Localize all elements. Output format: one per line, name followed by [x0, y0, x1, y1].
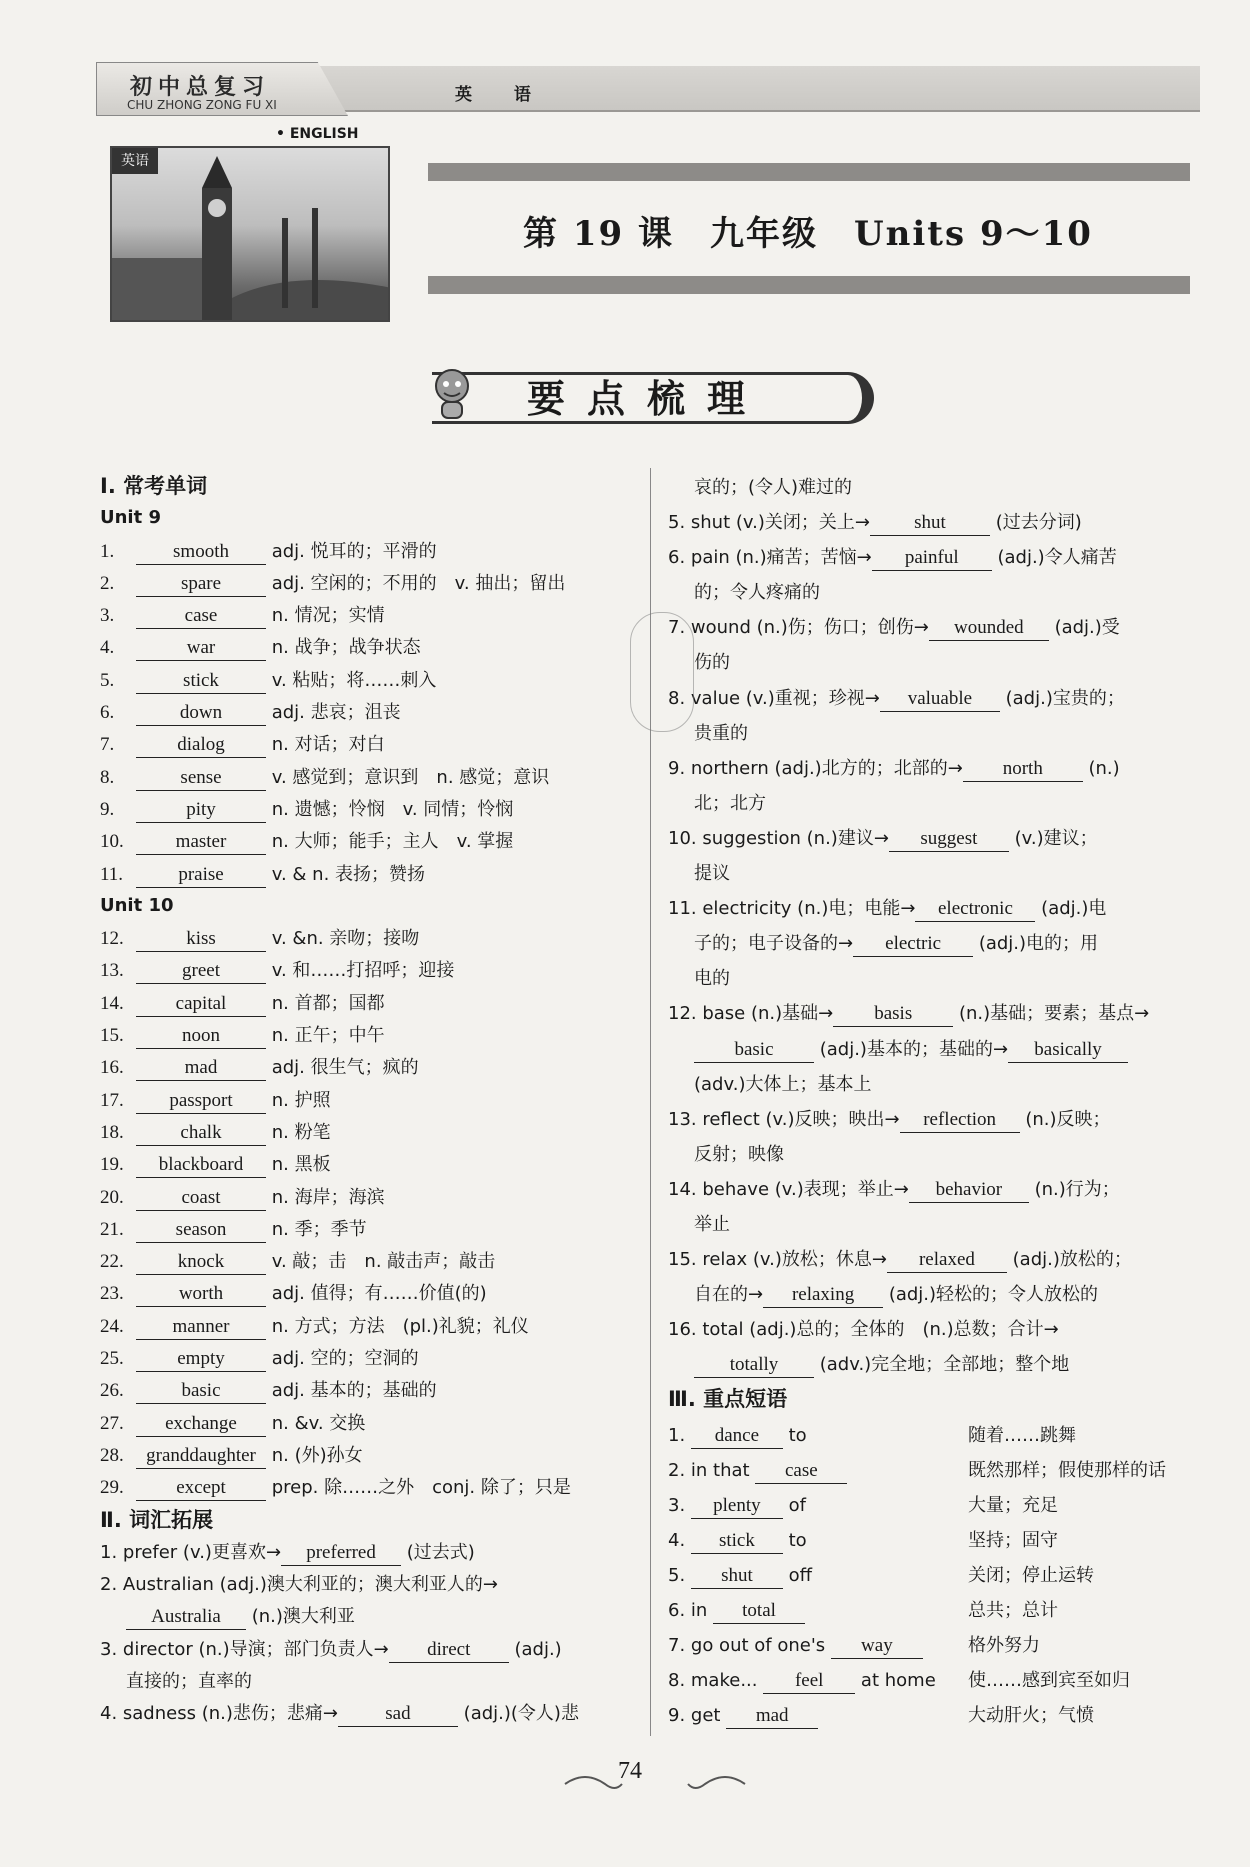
expand-item	[668, 470, 1208, 505]
answer-blank: total	[713, 1599, 805, 1624]
vocab-item	[100, 922, 640, 954]
expand-item	[100, 1536, 640, 1568]
answer-blank: granddaughter	[136, 1444, 266, 1469]
mascot-icon	[428, 366, 476, 424]
expand-item	[668, 540, 1208, 575]
answer-blank: direct	[389, 1638, 509, 1663]
answer-blank: praise	[136, 863, 266, 888]
answer-blank: noon	[136, 1024, 266, 1049]
phrase-item	[668, 1663, 1208, 1698]
expand-text: 2. Australian (adj.)澳大利亚的；澳大利亚人的→	[100, 1574, 498, 1596]
expand-item	[668, 505, 1208, 540]
item-definition: adj. 空闲的；不用的 v. 抽出；留出	[266, 572, 566, 594]
item-definition: n. 季；季节	[266, 1218, 367, 1240]
item-definition: v. & n. 表扬；赞扬	[266, 863, 426, 885]
phrase-meaning: 随着……跳舞	[968, 1424, 1076, 1446]
answer-blank: relaxed	[887, 1248, 1007, 1273]
section-heading-phrases: Ⅲ. 重点短语	[668, 1387, 788, 1412]
item-definition: n. 首都；国都	[266, 992, 385, 1014]
item-definition: adj. 空的；空洞的	[266, 1348, 419, 1370]
vocab-item	[100, 1019, 640, 1051]
answer-blank: painful	[872, 546, 992, 571]
item-number: 23.	[100, 1283, 124, 1305]
expand-text: (n.)行为；	[1028, 1178, 1120, 1200]
title-bar-top	[428, 163, 1190, 181]
item-number: 4.	[100, 637, 115, 659]
answer-blank: passport	[136, 1089, 266, 1114]
expand-item	[668, 996, 1208, 1031]
item-number: 10.	[100, 831, 124, 853]
expand-text: (adj.)电	[1035, 898, 1107, 920]
item-definition: v. 感觉到；意识到 n. 感觉；意识	[266, 766, 550, 788]
expand-text: (adj.)	[508, 1638, 562, 1660]
section-banner: 要点梳理	[432, 372, 874, 424]
expand-item	[100, 1665, 640, 1697]
vocab-item	[100, 1471, 640, 1503]
expand-text: 贵重的	[694, 722, 748, 744]
item-number: 6.	[100, 702, 115, 724]
expand-text: 12. base (n.)基础→	[668, 1003, 834, 1025]
vocab-item	[100, 825, 640, 857]
phrase-prefix: 3.	[668, 1494, 691, 1516]
page-number: 74	[618, 1758, 642, 1784]
unit10-word-list	[100, 922, 640, 1503]
expand-text: 1. prefer (v.)更喜欢→	[100, 1541, 282, 1563]
item-number: 29.	[100, 1477, 124, 1499]
answer-blank: suggest	[889, 827, 1009, 852]
answer-blank: mad	[136, 1056, 266, 1081]
expand-text: (adv.)完全地；全部地；整个地	[814, 1354, 1070, 1376]
vocab-item	[100, 1310, 640, 1342]
expand-item	[100, 1600, 640, 1632]
answer-blank: smooth	[136, 540, 266, 565]
answer-blank: mad	[726, 1704, 818, 1729]
header-pinyin: CHU ZHONG ZONG FU XI	[127, 98, 277, 112]
phrase-meaning: 总共；总计	[968, 1600, 1058, 1621]
expand-text: (n.)澳大利亚	[246, 1606, 355, 1628]
answer-blank: knock	[136, 1250, 266, 1275]
expand-item	[668, 1102, 1208, 1137]
right-column	[668, 470, 1208, 1733]
phrase-prefix: 5.	[668, 1564, 691, 1586]
answer-blank: case	[136, 604, 266, 629]
answer-blank: dialog	[136, 733, 266, 758]
expand-text: (adj.)宝贵的；	[999, 687, 1125, 709]
answer-blank: coast	[136, 1186, 266, 1211]
expand-item	[668, 786, 1208, 821]
vocab-item	[100, 664, 640, 696]
expand-text: 反射；映像	[694, 1143, 784, 1165]
expand-text: (adv.)大体上；基本上	[694, 1073, 872, 1095]
item-definition: n. 方式；方法 (pl.)礼貌；礼仪	[266, 1315, 529, 1337]
section-heading-expand: Ⅱ. 词汇拓展	[100, 1507, 214, 1532]
phrase-item	[668, 1628, 1208, 1663]
expand-item	[100, 1633, 640, 1665]
vocab-item	[100, 858, 640, 890]
item-number: 16.	[100, 1057, 124, 1079]
item-number: 7.	[100, 734, 115, 756]
vocab-item	[100, 1277, 640, 1309]
item-definition: n. 护照	[266, 1089, 331, 1111]
phrase-suffix: to	[782, 1529, 807, 1551]
item-number: 18.	[100, 1121, 124, 1143]
unit9-label: Unit 9	[100, 507, 161, 529]
expand-text: 9. northern (adj.)北方的；北部的→	[668, 757, 963, 779]
expand-text: 7. wound (n.)伤；伤口；创伤→	[668, 617, 929, 639]
item-number: 22.	[100, 1251, 124, 1273]
phrase-prefix: 4.	[668, 1529, 691, 1551]
lesson-title: 第 19 课 九年级 Units 9～10	[523, 214, 1093, 254]
answer-blank: blackboard	[136, 1153, 266, 1178]
expand-text: (adj.)放松的；	[1006, 1249, 1132, 1271]
expand-text: 3. director (n.)导演；部门负责人→	[100, 1638, 389, 1660]
expand-text: (n.)	[1082, 757, 1120, 779]
left-column	[100, 470, 640, 1730]
phrase-prefix: 6. in	[668, 1600, 714, 1621]
phrase-meaning: 大动肝火；气愤	[968, 1705, 1094, 1727]
vocab-item	[100, 696, 640, 728]
expand-text: 子的；电子设备的→	[694, 933, 854, 955]
answer-blank: war	[136, 636, 266, 661]
item-definition: n. 海岸；海滨	[266, 1186, 385, 1208]
item-definition: v. 粘贴；将……刺入	[266, 669, 437, 691]
item-number: 8.	[100, 766, 115, 788]
answer-blank: down	[136, 701, 266, 726]
item-number: 14.	[100, 992, 124, 1014]
phrase-item	[668, 1453, 1208, 1488]
vocab-item	[100, 631, 640, 663]
expand-text: 5. shut (v.)关闭；关上→	[668, 512, 870, 534]
vocab-item	[100, 728, 640, 760]
item-number: 13.	[100, 960, 124, 982]
item-definition: adj. 悲哀；沮丧	[266, 702, 401, 724]
expand-text: (adj.)(令人)悲	[457, 1703, 579, 1725]
vocab-item	[100, 761, 640, 793]
phrase-item	[668, 1418, 1208, 1453]
expand-item	[668, 1312, 1208, 1347]
expand-text: 的；令人疼痛的	[694, 582, 820, 604]
vocab-item	[100, 1407, 640, 1439]
title-bar-bottom	[428, 276, 1190, 294]
phrase-list	[668, 1418, 1208, 1734]
expand-text: 自在的→	[694, 1284, 764, 1306]
item-definition: adj. 值得；有……价值(的)	[266, 1283, 487, 1305]
expand-text: 举止	[694, 1213, 730, 1235]
vocab-item	[100, 567, 640, 599]
expand-text: 16. total (adj.)总的；全体的 (n.)总数；合计→	[668, 1319, 1059, 1341]
answer-blank: greet	[136, 959, 266, 984]
vocab-item	[100, 1181, 640, 1213]
answer-blank: basis	[833, 1002, 953, 1027]
item-definition: n. 情况；实情	[266, 605, 385, 627]
expand-item	[100, 1568, 640, 1600]
expand-item	[668, 1347, 1208, 1382]
item-definition: v. 敲；击 n. 敲击声；敲击	[266, 1251, 496, 1273]
item-definition: v. 和……打招呼；迎接	[266, 960, 455, 982]
expand-item	[668, 1277, 1208, 1312]
answer-blank: basic	[694, 1038, 814, 1063]
phrase-item	[668, 1523, 1208, 1558]
vocab-item	[100, 1051, 640, 1083]
expand-text: (adj.)电的；用	[973, 933, 1099, 955]
vocab-item	[100, 599, 640, 631]
expand-text: 哀的；(令人)难过的	[694, 477, 853, 498]
expand-item	[668, 856, 1208, 891]
phrase-meaning: 使……感到宾至如归	[968, 1670, 1130, 1692]
header-title: 初中总复习	[130, 74, 271, 100]
expand-text: (过去分词)	[989, 512, 1082, 534]
expand-item	[668, 926, 1208, 961]
item-definition: n. (外)孙女	[266, 1444, 363, 1466]
answer-blank: plenty	[691, 1494, 783, 1519]
expand-text: 6. pain (n.)痛苦；苦恼→	[668, 547, 872, 569]
expand-item	[100, 1697, 640, 1729]
vocab-item	[100, 1084, 640, 1116]
expand-text: 伤的	[694, 652, 730, 674]
expand-item	[668, 891, 1208, 926]
phrase-suffix: at home	[855, 1670, 936, 1692]
answer-blank: way	[831, 1634, 923, 1659]
item-definition: adj. 很生气；疯的	[266, 1057, 419, 1079]
expand-item	[668, 1067, 1208, 1102]
item-number: 9.	[100, 798, 115, 820]
item-number: 5.	[100, 669, 115, 691]
phrase-meaning: 格外努力	[968, 1635, 1040, 1657]
phrase-item	[668, 1558, 1208, 1593]
answer-blank: manner	[136, 1315, 266, 1340]
answer-blank: north	[963, 757, 1083, 782]
phrase-suffix: to	[782, 1424, 807, 1446]
expand-item	[668, 1032, 1208, 1067]
expand-text: 11. electricity (n.)电；电能→	[668, 898, 916, 920]
item-number: 27.	[100, 1412, 124, 1434]
expand-text: (adj.)令人痛苦	[991, 547, 1117, 569]
expand-item	[668, 1137, 1208, 1172]
big-ben-photo	[110, 146, 390, 322]
expand-item	[668, 610, 1208, 645]
english-label: • ENGLISH	[276, 126, 359, 142]
item-number: 12.	[100, 928, 124, 950]
item-number: 28.	[100, 1444, 124, 1466]
item-definition: n. 粉笔	[266, 1121, 331, 1143]
phrase-meaning: 关闭；停止运转	[968, 1564, 1094, 1586]
item-definition: adj. 悦耳的；平滑的	[266, 540, 437, 562]
phrase-prefix: 2. in that	[668, 1459, 756, 1481]
vocab-item	[100, 1342, 640, 1374]
answer-blank: chalk	[136, 1121, 266, 1146]
unit10-label: Unit 10	[100, 894, 174, 916]
answer-blank: electric	[853, 932, 973, 957]
item-number: 19.	[100, 1154, 124, 1176]
vocab-item	[100, 954, 640, 986]
answer-blank: behavior	[909, 1178, 1029, 1203]
expand-item	[668, 681, 1208, 716]
expand-text: (adj.)受	[1048, 617, 1120, 639]
answer-blank: exchange	[136, 1412, 266, 1437]
answer-blank: kiss	[136, 927, 266, 952]
item-definition: n. 大师；能手；主人 v. 掌握	[266, 831, 514, 853]
answer-blank: valuable	[880, 687, 1000, 712]
big-ben-illustration	[112, 148, 390, 322]
answer-blank: wounded	[929, 616, 1049, 641]
phrase-prefix: 9. get	[668, 1705, 727, 1727]
answer-blank: sense	[136, 766, 266, 791]
answer-blank: shut	[691, 1564, 783, 1589]
expand-text: 10. suggestion (n.)建议→	[668, 827, 889, 849]
item-number: 15.	[100, 1025, 124, 1047]
expand-item	[668, 1172, 1208, 1207]
expand-item	[668, 1242, 1208, 1277]
phrase-meaning: 既然那样；假使那样的话	[968, 1459, 1166, 1481]
item-number: 21.	[100, 1218, 124, 1240]
answer-blank: shut	[870, 511, 990, 536]
item-number: 26.	[100, 1380, 124, 1402]
unit9-word-list	[100, 535, 640, 890]
answer-blank: electronic	[915, 897, 1035, 922]
answer-blank: dance	[691, 1424, 783, 1449]
answer-blank: pity	[136, 798, 266, 823]
phrase-item	[668, 1593, 1208, 1628]
expand-text: (过去式)	[401, 1541, 475, 1563]
photo-tag: 英语	[112, 148, 158, 174]
answer-blank: feel	[763, 1669, 855, 1694]
header-subject: 英 语	[455, 85, 549, 105]
item-definition: n. 对话；对白	[266, 734, 385, 756]
expand-text: (adj.)基本的；基础的→	[814, 1038, 1009, 1060]
expand-text: (v.)建议；	[1008, 827, 1098, 849]
expand-text: 北；北方	[694, 792, 766, 814]
expand-text: 直接的；直率的	[126, 1670, 252, 1692]
vocab-item	[100, 1116, 640, 1148]
phrase-prefix: 7. go out of one's	[668, 1635, 831, 1657]
phrase-suffix: off	[782, 1564, 813, 1586]
expand-text: 8. value (v.)重视；珍视→	[668, 687, 880, 709]
answer-blank: basically	[1008, 1038, 1128, 1063]
phrase-item	[668, 1488, 1208, 1523]
vocab-item	[100, 1439, 640, 1471]
item-definition: n. 正午；中午	[266, 1025, 385, 1047]
phrase-suffix: of	[782, 1494, 806, 1516]
item-definition: n. &v. 交换	[266, 1412, 366, 1434]
answer-blank: preferred	[281, 1541, 401, 1566]
item-definition: adj. 基本的；基础的	[266, 1380, 437, 1402]
item-definition: v. &n. 亲吻；接吻	[266, 928, 420, 950]
vocab-item	[100, 1148, 640, 1180]
answer-blank: totally	[694, 1353, 814, 1378]
item-definition: prep. 除……之外 conj. 除了；只是	[266, 1477, 571, 1499]
watermark-stamp	[630, 612, 694, 732]
expand-item	[668, 751, 1208, 786]
expand-item	[668, 1207, 1208, 1242]
expand-text: 提议	[694, 863, 730, 885]
answer-blank: basic	[136, 1379, 266, 1404]
answer-blank: stick	[691, 1529, 783, 1554]
item-definition: n. 黑板	[266, 1154, 331, 1176]
expand-text: 电的	[694, 968, 730, 990]
phrase-prefix: 8. make...	[668, 1670, 764, 1692]
expand-text: 15. relax (v.)放松；休息→	[668, 1249, 887, 1271]
answer-blank: empty	[136, 1347, 266, 1372]
item-number: 17.	[100, 1089, 124, 1111]
expand-text: 14. behave (v.)表现；举止→	[668, 1178, 909, 1200]
phrase-prefix: 1.	[668, 1424, 691, 1446]
answer-blank: master	[136, 830, 266, 855]
expand-text: 13. reflect (v.)反映；映出→	[668, 1108, 900, 1130]
expand-list-left	[100, 1536, 640, 1730]
item-number: 20.	[100, 1186, 124, 1208]
phrase-item	[668, 1698, 1208, 1733]
item-number: 25.	[100, 1348, 124, 1370]
expand-item	[668, 961, 1208, 996]
expand-text: (n.)基础；要素；基点→	[953, 1003, 1150, 1025]
phrase-meaning: 大量；充足	[968, 1494, 1058, 1516]
item-number: 1.	[100, 540, 115, 562]
answer-blank: Australia	[126, 1605, 246, 1630]
expand-list-right	[668, 470, 1208, 1382]
answer-blank: stick	[136, 669, 266, 694]
phrase-meaning: 坚持；固守	[968, 1529, 1058, 1551]
expand-text: (n.)反映；	[1019, 1108, 1111, 1130]
answer-blank: capital	[136, 992, 266, 1017]
answer-blank: worth	[136, 1282, 266, 1307]
item-definition: n. 战争；战争状态	[266, 637, 421, 659]
expand-item	[668, 716, 1208, 751]
vocab-item	[100, 1374, 640, 1406]
vocab-item	[100, 1213, 640, 1245]
vocab-item	[100, 1245, 640, 1277]
item-number: 2.	[100, 572, 115, 594]
item-number: 11.	[100, 863, 124, 885]
expand-text: 4. sadness (n.)悲伤；悲痛→	[100, 1703, 338, 1725]
item-number: 3.	[100, 605, 115, 627]
answer-blank: season	[136, 1218, 266, 1243]
section-heading-vocab: Ⅰ. 常考单词	[100, 474, 208, 498]
answer-blank: sad	[338, 1702, 458, 1727]
expand-item	[668, 821, 1208, 856]
expand-item	[668, 645, 1208, 680]
answer-blank: except	[136, 1476, 266, 1501]
vocab-item	[100, 793, 640, 825]
vocab-item	[100, 535, 640, 567]
expand-text: (adj.)轻松的；令人放松的	[883, 1284, 1099, 1306]
answer-blank: spare	[136, 572, 266, 597]
item-definition: n. 遗憾；怜悯 v. 同情；怜悯	[266, 798, 514, 820]
answer-blank: reflection	[900, 1108, 1020, 1133]
expand-item	[668, 575, 1208, 610]
answer-blank: relaxing	[763, 1283, 883, 1308]
item-number: 24.	[100, 1315, 124, 1337]
vocab-item	[100, 987, 640, 1019]
answer-blank: case	[755, 1459, 847, 1484]
